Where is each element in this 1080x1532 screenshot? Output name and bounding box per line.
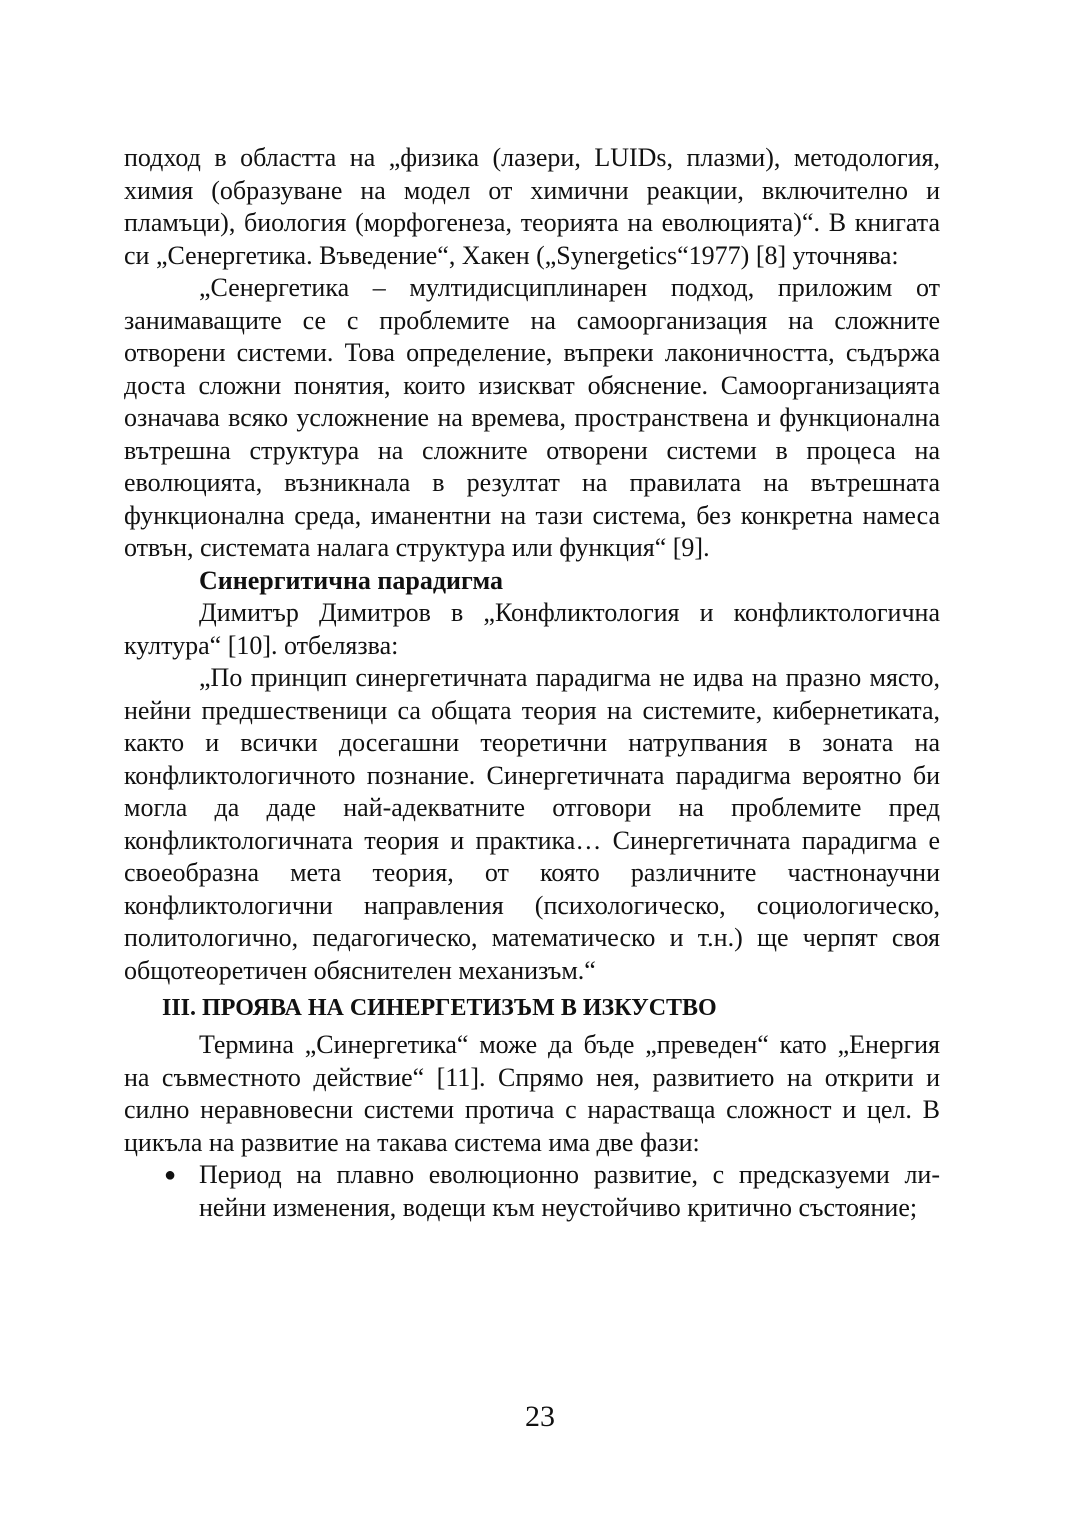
bullet-list	[124, 1159, 940, 1224]
subheading-synergetic-paradigm: Синергитична парадигма	[199, 565, 503, 595]
body-text	[124, 142, 940, 1224]
paragraph-synergetics-term: Термина „Синергетика“ може да бъде „преведен“ като „Енергия на съвместното действие“ [11]. Спрямо нея, развитието на открити и силно неравновесни системи протича с нарастваща сложност и цел. В цикъла на развитие на такава система има две фази:	[124, 1030, 940, 1157]
bullet-icon: ●	[164, 1164, 177, 1186]
page-number: 23	[525, 1400, 555, 1433]
list-item-text: Период на плавно еволюционно развитие, с предсказуеми линейни изменения, водещи към неустойчиво критично състояние;	[199, 1160, 940, 1222]
paragraph-intro: подход в областта на „физика (лазери, LUIDs, плазми), методология, химия (образуване на модел от химични реакции, включително и пламъци), биология (морфогенеза, теорията на еволюцията)“. В книгата си „Сенергетика. Въведение“, Хакен („Synergetics“1977) [8] уточнява:	[124, 143, 940, 270]
paragraph-quote-synergetics: „Сенергетика – мултидисциплинарен подход, приложим от занимаващите се с проблемите на самоорганизация на сложните отворени системи. Това определение, въпреки лаконичността, съдържа доста сложни понятия, които изискват обяснение. Самоорганизацията означава всяко усложнение на времева, пространствена и функционална вътрешна структура на сложните отворени системи в процеса на еволюцията, възникнала в резултат на правилата на вътрешната функционална среда, иманентни на тази система, без конкретна намеса отвън, системата налага структура или функция“ [9].	[124, 273, 940, 562]
paragraph-dimitrov: Димитър Димитров в „Конфликтология и конфликтологична култура“ [10]. отбелязва:	[124, 598, 940, 660]
paragraph-quote-paradigm: „По принцип синергетичната парадигма не идва на празно място, нейни предшественици са общата теория на системите, кибернетиката, както и всички досегашни теоретични натрупвания в зоната на конфликтологичното познание. Синергетичната парадигма вероятно би могла да даде най-адекватните отговори на проблемите пред конфликтологичната теория и практика… Синергетичната парадигма е своеобразна мета теория, от която различните частнонаучни конфликтологични направления (психологическо, социологическо, политологично, педагогическо, математическо и т.н.) ще черпят своя общотеоретичен обяснителен механизъм.“	[124, 663, 940, 985]
section-heading: III. ПРОЯВА НА СИНЕРГЕТИЗЪМ В ИЗКУСТВО	[162, 995, 717, 1021]
list-item	[124, 1159, 940, 1224]
